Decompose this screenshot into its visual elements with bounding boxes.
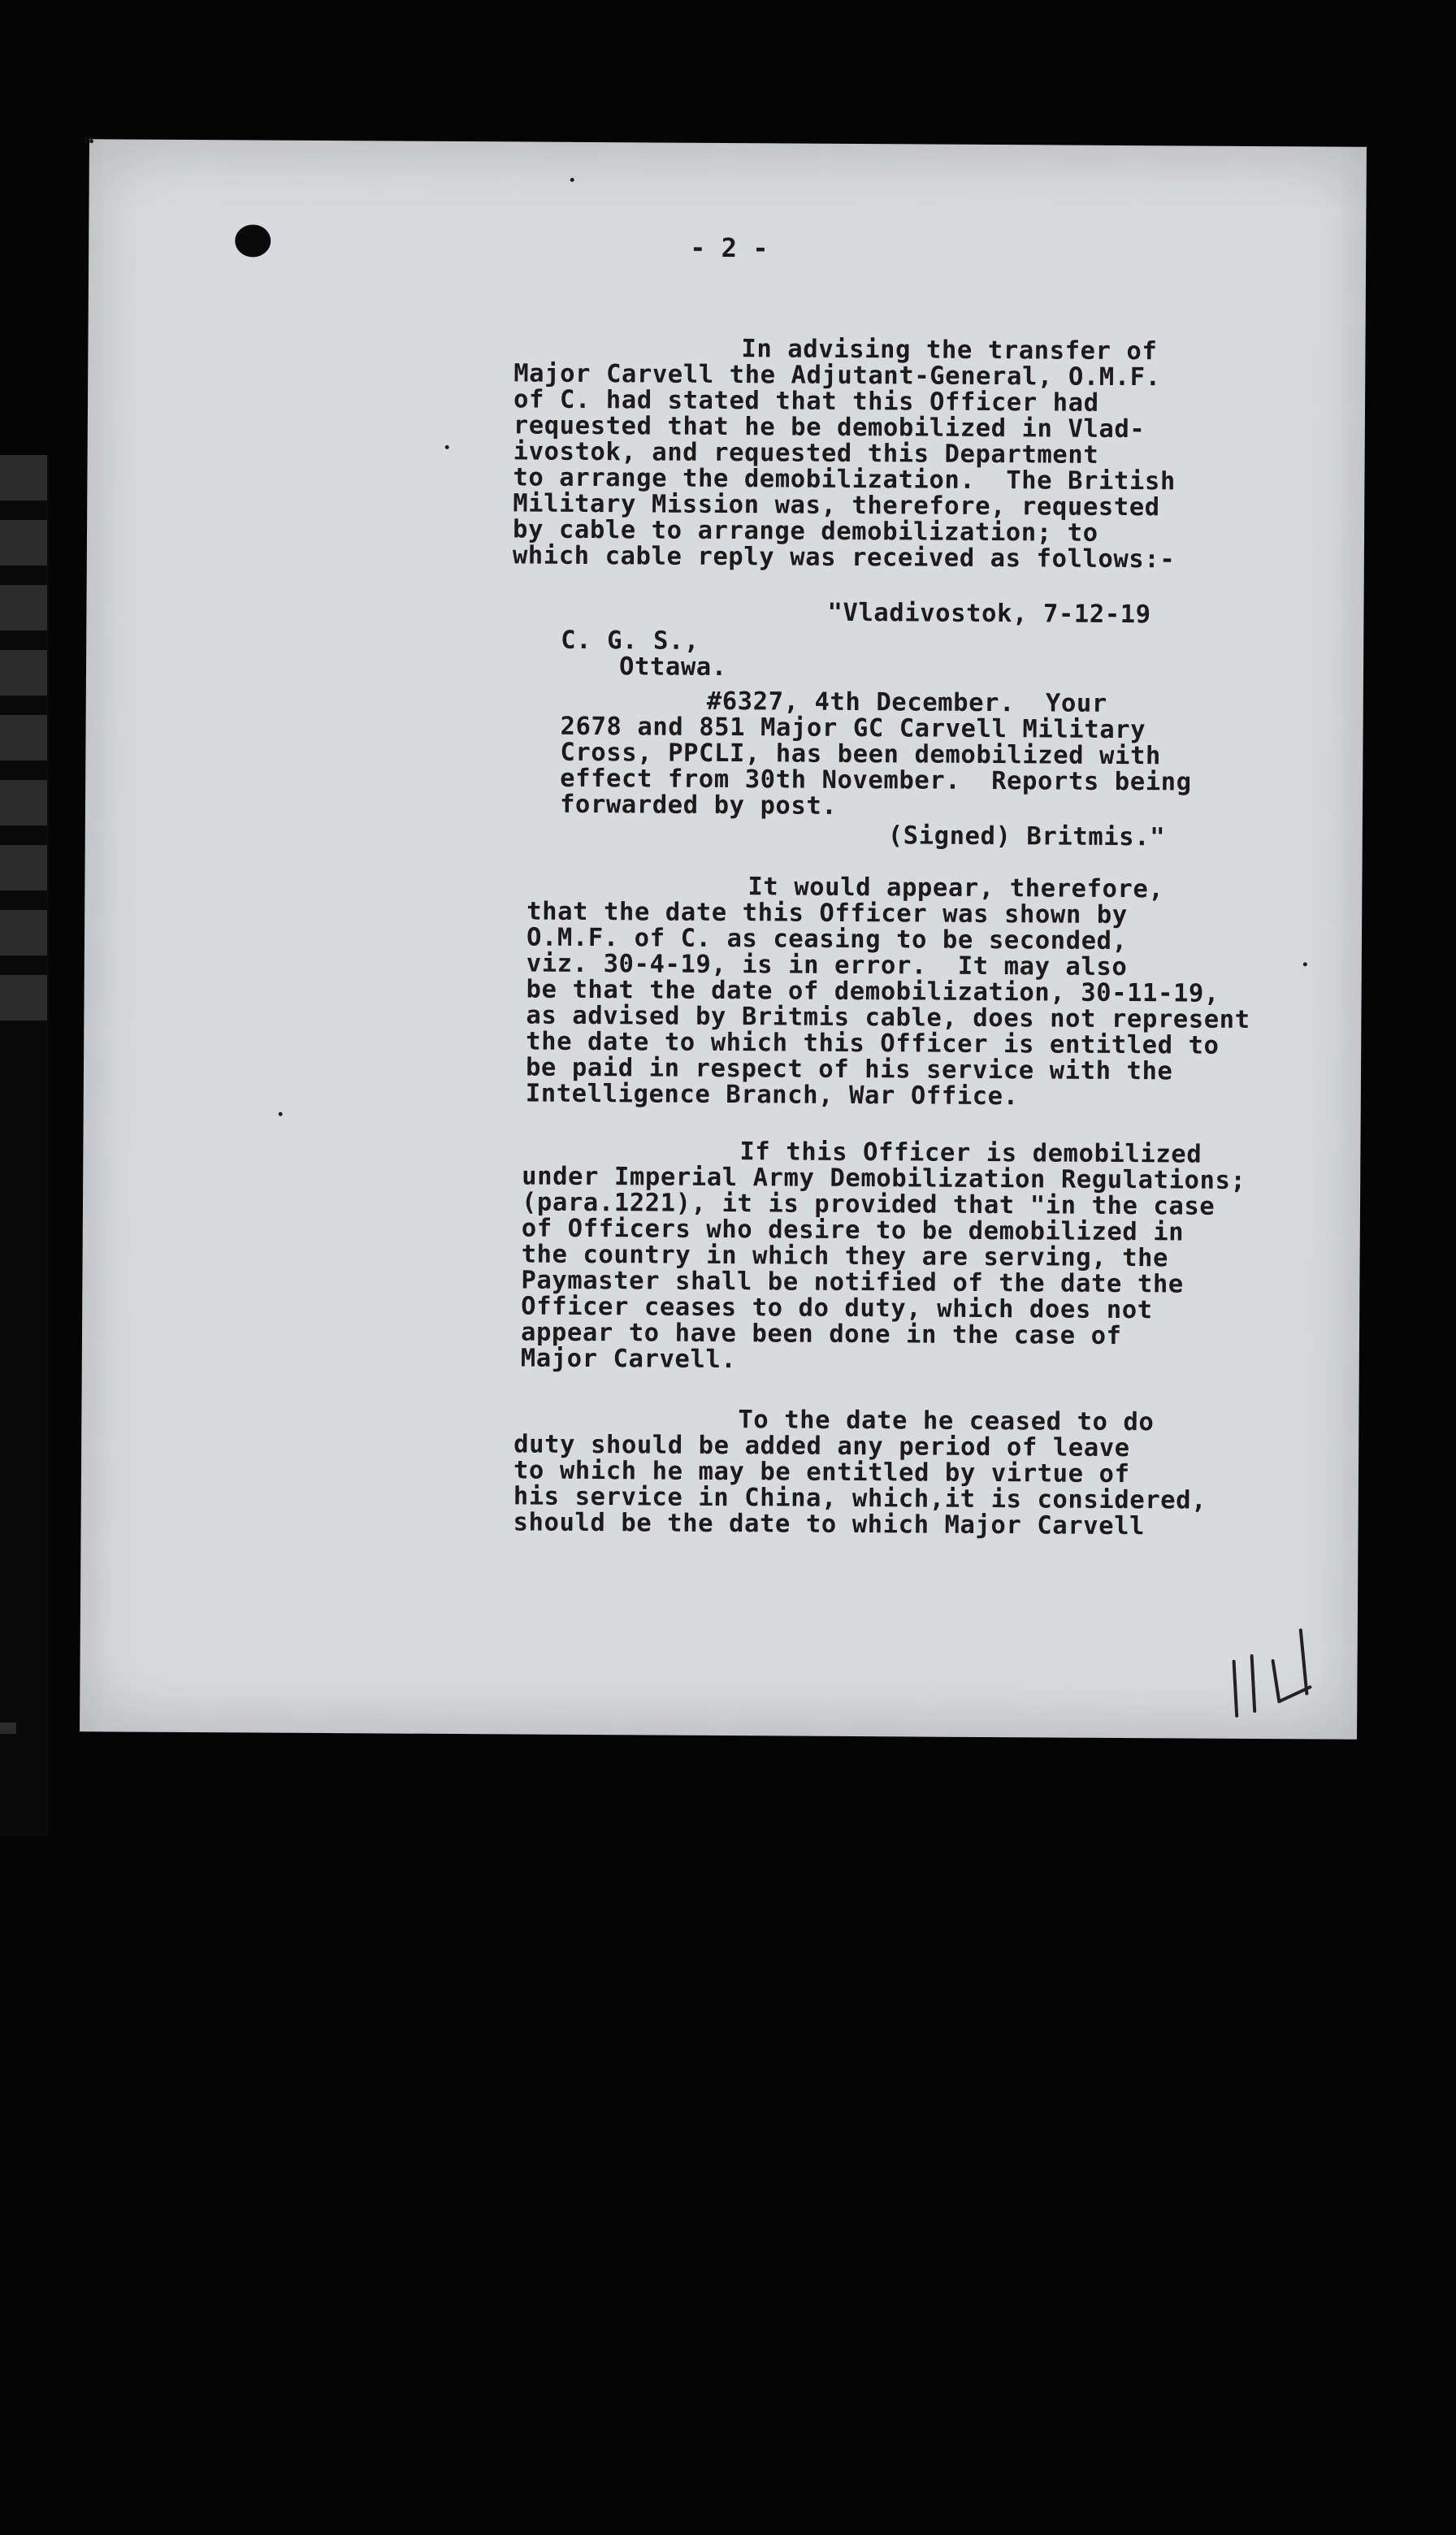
film-mark [0,650,47,696]
text-line: It would appear, therefore, [748,873,1164,904]
text-line: Military Mission was, therefore, requested [513,489,1160,522]
text-line: appear to have been done in the case of [520,1318,1122,1351]
document-page [80,139,1367,1740]
text-line: be paid in respect of his service with the [525,1053,1173,1086]
text-line: to which he may be entitled by virtue of [513,1456,1130,1489]
text-line: In advising the transfer of [741,335,1158,366]
text-line: If this Officer is demobilized [739,1138,1202,1169]
text-line: of C. had stated that this Officer had [513,385,1099,418]
cable-line: 2678 and 851 Major GC Carvell Military [560,712,1146,745]
cable-line: Cross, PPCLI, has been demobilized with [560,738,1162,771]
text-line: to arrange the demobilization. The British [513,463,1176,496]
text-line: that the date this Officer was shown by [526,897,1128,930]
text-line: the country in which they are serving, the [521,1240,1169,1273]
text-line: Major Carvell the Adjutant-General, O.M.F. [514,359,1161,392]
film-mark [0,845,47,890]
text-line: (para.1221), it is provided that "in the case [521,1188,1216,1221]
speck [1303,962,1307,966]
text-line: his service in China, which,it is considered, [513,1482,1207,1515]
film-mark [0,975,47,1020]
cable-signature: (Signed) Britmis." [887,821,1166,852]
film-strip [0,455,49,1836]
text-line: be that the date of demobilization, 30-11-19, [526,975,1220,1008]
cable-line: forwarded by post. [559,790,838,821]
cable-addressee: C. G. S., [561,626,700,656]
text-line: by cable to arrange demobilization; to [512,515,1098,548]
film-mark [0,520,47,566]
speck [445,445,449,449]
cable-line: #6327, 4th December. Your [706,687,1107,718]
text-line: requested that he be demobilized in Vlad- [513,411,1146,444]
cable-addressee: Ottawa. [618,652,727,682]
text-line: as advised by Britmis cable, does not represent [526,1001,1250,1034]
text-line: Paymaster shall be notified of the date the [521,1266,1184,1299]
paragraph-transfer [89,139,1367,574]
punch-hole [235,224,271,257]
film-mark [0,585,47,630]
text-line: under Imperial Army Demobilization Regulations; [522,1162,1246,1195]
film-mark [0,1722,16,1734]
text-line: which cable reply was received as follows:- [512,541,1176,574]
handwritten-folio-number [1225,1625,1324,1731]
film-mark [0,910,47,956]
text-line: duty should be added any period of leave [514,1430,1130,1463]
text-line: Major Carvell. [520,1344,737,1375]
cable-place-date: "Vladivostok, 7-12-19 [827,598,1151,630]
cable-line: effect from 30th November. Reports being [560,764,1192,797]
text-line: Intelligence Branch, War Office. [525,1079,1019,1112]
speck [89,139,93,143]
text-line: O.M.F. of C. as ceasing to be seconded, [526,923,1128,956]
film-mark [0,715,47,760]
text-line: Officer ceases to do duty, which does not [521,1292,1153,1325]
film-mark [0,455,47,500]
text-line: viz. 30-4-19, is in error. It may also [526,949,1128,982]
speck [570,178,574,182]
text-line: should be the date to which Major Carvell [513,1508,1146,1541]
text-line: ivostok, and requested this Department [513,437,1099,470]
text-line: of Officers who desire to be demobilized in [521,1214,1185,1247]
text-line: the date to which this Officer is entitled to [526,1027,1220,1060]
page-number: - 2 - [690,232,769,264]
speck [279,1112,283,1116]
film-mark [0,780,47,826]
text-line: To the date he ceased to do [738,1406,1155,1437]
